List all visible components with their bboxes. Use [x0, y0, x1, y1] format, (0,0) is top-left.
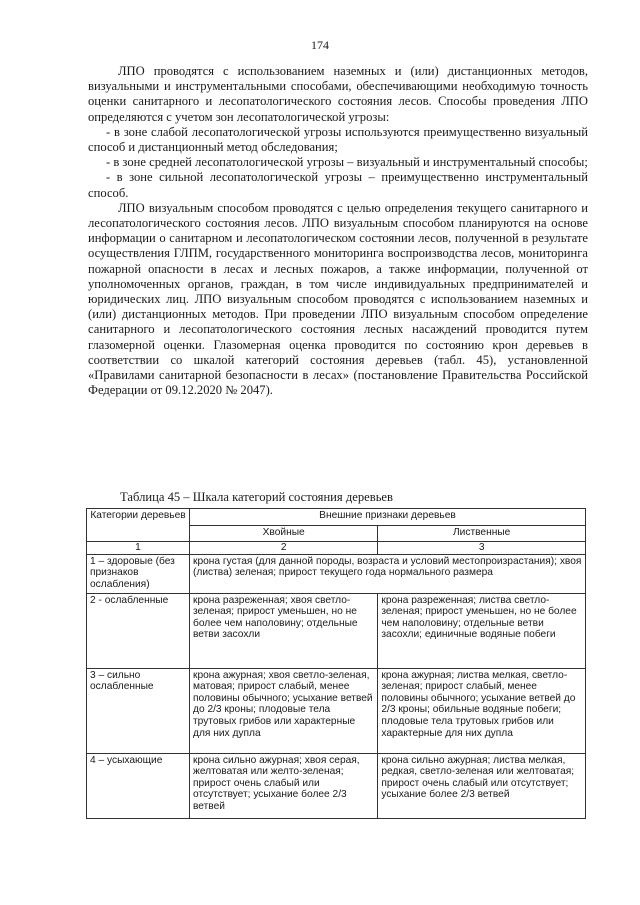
- table-row: [87, 593, 586, 668]
- paragraph-visual-method: ЛПО визуальным способом проводятся с целью определения текущего санитарного и лесопатологического состояния лесов. ЛПО визуальным способом планируются на основе информации о санитарном и лесопатологическом состоянии лесов, полученной в результате осуществления ГЛПМ, государственного мониторинга воспроизводства лесов, мониторинга пожарной опасности в лесах и лесных пожаров, а также информации, полученной от уполномоченных органов, граждан, в том числе индивидуальных предпринимателей и юридических лиц. ЛПО визуальным способом проводятся с использованием наземных и (или) дистанционных методов. При проведении ЛПО визуальным способом определение санитарного и лесопатологического состояния лесных насаждений проводится путем глазомерной оценки. Глазомерная оценка проводится по состоянию крон деревьев в соответствии со шкалой категорий состояния деревьев (табл. 45), установленной «Правилами санитарной безопасности в лесах» (постановление Правительства Российской Федерации от 09.12.2020 № 2047).: [88, 200, 588, 398]
- table-row: [87, 554, 586, 593]
- category-drying: 4 – усыхающие: [87, 753, 190, 818]
- signs-healthy: крона густая (для данной породы, возраста и условий местопроизрастания); хвоя (листва) зеленая; прирост текущего года нормального размера: [190, 554, 586, 593]
- column-number: 3: [378, 542, 586, 555]
- tree-condition-table: [86, 508, 586, 819]
- paragraph-lpo-methods: ЛПО проводятся с использованием наземных и (или) дистанционных методов, визуальными и инструментальными способами, обеспечивающими необходимую точность оценки санитарного и лесопатологического состояния лесов. Способы проведения ЛПО определяются с учетом зон лесопатологической угрозы:: [88, 64, 588, 124]
- bullet-weak-threat: - в зоне слабой лесопатологической угрозы используются преимущественно визуальный способ и дистанционный метод обследования;: [88, 124, 588, 155]
- bullet-medium-threat: - в зоне средней лесопатологической угрозы – визуальный и инструментальный способы;: [106, 155, 588, 170]
- table-header-row: [87, 509, 586, 526]
- coniferous-drying: крона сильно ажурная; хвоя серая, желтоватая или желто-зеленая; прирост очень слабый или отсутствует; усыхание более 2/3 ветвей: [190, 753, 378, 818]
- column-number: 1: [87, 542, 190, 555]
- bullet-strong-threat: - в зоне сильной лесопатологической угрозы – преимущественно инструментальный способ.: [88, 170, 588, 200]
- coniferous-weakened: крона разреженная; хвоя светло-зеленая; прирост уменьшен, но не более чем наполовину; отдельные ветви засохли: [190, 593, 378, 668]
- deciduous-weakened: крона разреженная; листва светло-зеленая; прирост уменьшен, но не более чем наполовину; отдельные ветви засохли; единичные водяные побеги: [378, 593, 586, 668]
- category-strongly-weakened: 3 – сильно ослабленные: [87, 668, 190, 753]
- column-number-row: [87, 542, 586, 555]
- page-number: 174: [311, 38, 329, 52]
- body-text: [88, 64, 588, 398]
- table-row: [87, 668, 586, 753]
- deciduous-drying: крона сильно ажурная; листва мелкая, редкая, светло-зеленая или желтоватая; прирост очень слабый или отсутствует; усыхание более 2/3 ветвей: [378, 753, 586, 818]
- header-external-signs: Внешние признаки деревьев: [190, 509, 586, 526]
- deciduous-strongly-weakened: крона ажурная; листва мелкая, светло-зеленая; прирост слабый, менее половины обычного; усыхание ветвей до 2/3 кроны; обильные водяные побеги; плодовые тела трутовых грибов или характерные для них дупла: [378, 668, 586, 753]
- table-row: [87, 753, 586, 818]
- category-weakened: 2 - ослабленные: [87, 593, 190, 668]
- header-categories: Категории деревьев: [87, 509, 190, 542]
- category-healthy: 1 – здоровые (без признаков ослабления): [87, 554, 190, 593]
- header-coniferous: Хвойные: [190, 525, 378, 541]
- header-deciduous: Лиственные: [378, 525, 586, 541]
- column-number: 2: [190, 542, 378, 555]
- coniferous-strongly-weakened: крона ажурная; хвоя светло-зеленая, матовая; прирост слабый, менее половины обычного; усыхание ветвей до 2/3 кроны; плодовые тела трутовых грибов или характерные для них дупла: [190, 668, 378, 753]
- table-caption: Таблица 45 – Шкала категорий состояния деревьев: [120, 490, 393, 504]
